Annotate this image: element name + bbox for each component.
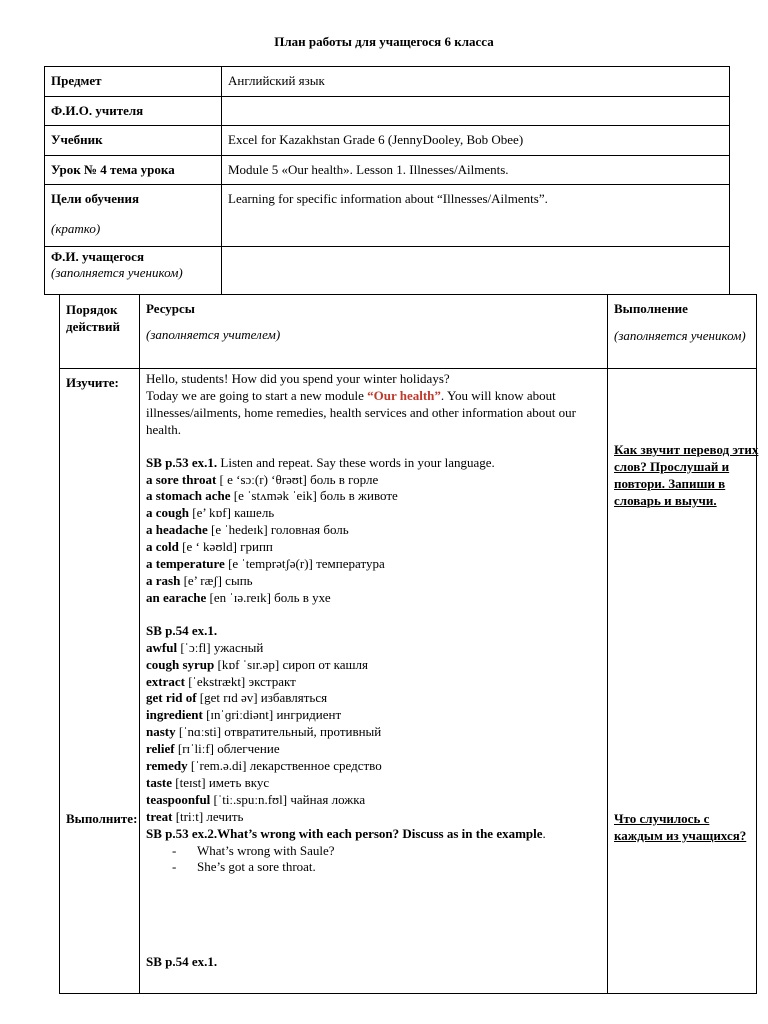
vocab-word: a sore throat: [146, 471, 217, 487]
step-do: Выполните:: [66, 811, 138, 826]
intro-paragraph: [146, 388, 601, 439]
vocab-item: [146, 539, 601, 556]
vocab-item: [146, 741, 601, 758]
header-order: [60, 295, 140, 369]
vocab-item: [146, 724, 601, 741]
vocab-rest: [rɪˈliːf] облегчение: [174, 741, 280, 757]
ex4-ref: SB p.54 ex.1.: [146, 954, 218, 970]
vocab-item: [146, 792, 601, 809]
vocab-rest: [ˈnɑːsti] отвратительный, противный: [175, 724, 382, 740]
vocab-word: an earache: [146, 589, 207, 605]
vocab-word: nasty: [146, 724, 176, 740]
vocab-rest: [teɪst] иметь вкус: [172, 774, 270, 790]
vocab-item: [146, 657, 601, 674]
task-translate: Как звучит перевод этих слов? Прослушай и повтори. Запиши в словарь и выучи.: [614, 442, 759, 508]
textbook-label: Учебник: [45, 126, 222, 156]
vocab-rest: [ɪnˈɡriːdiənt] ингридиент: [202, 707, 342, 723]
vocab-item: [146, 488, 601, 505]
vocab-item: [146, 590, 601, 607]
module-name: “Our health”: [367, 387, 441, 403]
vocab-word: cough syrup: [146, 656, 215, 672]
steps-cell: [60, 369, 140, 994]
ex1-ref: SB p.53 ex.1.: [146, 454, 218, 470]
vocab-item: [146, 758, 601, 775]
resources-title: Ресурсы: [146, 301, 195, 316]
subject-label: Предмет: [45, 67, 222, 97]
vocab-rest: [ˈɔːfl] ужасный: [177, 639, 264, 655]
vocab-item: [146, 522, 601, 539]
objectives-title: Цели обучения: [51, 191, 140, 206]
dialog-line: - What’s wrong with Saule?: [172, 842, 335, 858]
objectives-note: (кратко): [51, 221, 101, 236]
ex2-ref: SB p.54 ex.1.: [146, 622, 218, 638]
vocab-rest: [e ˈstʌmək ˈeik] боль в животе: [230, 488, 398, 504]
vocab-word: awful: [146, 639, 178, 655]
vocab-word: ingredient: [146, 707, 203, 723]
vocab-word: get rid of: [146, 690, 197, 706]
order-text: Порядок действий: [66, 302, 120, 334]
header-completion: [608, 295, 757, 369]
vocab-word: a temperature: [146, 556, 225, 572]
vocab-word: a cough: [146, 505, 189, 521]
dialog-text: She’s got a sore throat.: [197, 859, 316, 875]
vocab-word: taste: [146, 774, 172, 790]
vocab-word: extract: [146, 673, 185, 689]
ex1-instruction: Listen and repeat. Say these words in your language.: [217, 454, 495, 470]
vocab-rest: [ e ‘sɔː(r) ‘θrəʊt] боль в горле: [216, 471, 379, 487]
lesson-topic-value: Module 5 «Our health». Lesson 1. Illnesses/Ailments.: [222, 156, 730, 185]
vocab-word: a headache: [146, 522, 208, 538]
vocab-item: [146, 472, 601, 489]
teacher-value: [222, 97, 730, 126]
vocab-item: [146, 556, 601, 573]
lesson-topic-label: Урок № 4 тема урока: [45, 156, 222, 185]
vocab-item: [146, 809, 601, 826]
intro-line1: Hello, students! How did you spend your winter holidays?: [146, 371, 450, 386]
vocab-word: a stomach ache: [146, 488, 231, 504]
vocab-rest: [ˈtiː.spuːn.fʊl] чайная ложка: [210, 791, 366, 807]
vocab-word: treat: [146, 808, 173, 824]
vocab-item: [146, 573, 601, 590]
vocab-rest: [e ˈhedeɪk] головная боль: [207, 522, 349, 538]
ex3-text: SB p.53 ex.2.What’s wrong with each person? Discuss as in the example: [146, 825, 543, 841]
resources-cell: [140, 369, 608, 994]
student-label: [45, 247, 222, 295]
student-value[interactable]: [222, 247, 730, 295]
intro-text-before: Today we are going to start a new module: [146, 387, 368, 403]
header-resources: [140, 295, 608, 369]
ex3-heading: [146, 826, 601, 843]
ex1-heading: [146, 455, 601, 472]
info-table: [44, 66, 730, 295]
teacher-label: Ф.И.О. учителя: [45, 97, 222, 126]
vocab-item: [146, 690, 601, 707]
vocab-word: relief: [146, 741, 175, 757]
task-whats-wrong: Что случилось с каждым из учащихся?: [614, 811, 747, 843]
vocab-rest: [en ˈɪə.reɪk] боль в ухе: [206, 589, 331, 605]
resources-note: (заполняется учителем): [146, 327, 281, 342]
objectives-label: [45, 185, 222, 247]
vocab-word: remedy: [146, 758, 188, 774]
subject-value: Английский язык: [222, 67, 730, 97]
objectives-value: Learning for specific information about “Illnesses/Ailments”.: [222, 185, 730, 247]
vocab-rest: [e’ ræʃ] сыпь: [180, 572, 253, 588]
vocab-rest: [ˈrem.ə.di] лекарственное средство: [187, 758, 382, 774]
vocab-item: [146, 505, 601, 522]
vocab-word: a rash: [146, 572, 181, 588]
vocab-rest: [get rɪd əv] избавляться: [196, 690, 328, 706]
vocab-rest: [e ‘ kəʊld] грипп: [178, 539, 273, 555]
dialog-line: - She’s got a sore throat.: [172, 859, 316, 875]
student-note: (заполняется учеником): [51, 265, 183, 280]
dialog-text: What’s wrong with Saule?: [197, 842, 335, 858]
vocab-rest: [e ˈtemprətʃə(r)] температура: [224, 556, 385, 572]
vocab-word: a cold: [146, 539, 179, 555]
completion-cell[interactable]: [608, 369, 757, 994]
document-title: План работы для учащегося 6 класса: [274, 34, 494, 49]
completion-title: Выполнение: [614, 301, 688, 316]
step-study: Изучите:: [66, 375, 119, 390]
vocab-word: teaspoonful: [146, 791, 211, 807]
vocab-item: [146, 674, 601, 691]
vocab-rest: [e’ kɒf] кашель: [188, 505, 275, 521]
ex3-dot: .: [542, 825, 546, 841]
textbook-value: Excel for Kazakhstan Grade 6 (JennyDooley, Bob Obee): [222, 126, 730, 156]
vocab-rest: [kɒf ˈsɪr.əp] сироп от кашля: [214, 656, 369, 672]
vocab-item: [146, 707, 601, 724]
completion-note: (заполняется учеником): [614, 328, 746, 343]
vocab-item: [146, 775, 601, 792]
vocab-item: [146, 640, 601, 657]
vocab-rest: [triːt] лечить: [172, 808, 244, 824]
vocab-rest: [ˈekstrækt] экстракт: [184, 673, 296, 689]
student-title: Ф.И. учащегося: [51, 249, 144, 264]
work-table: [59, 294, 757, 994]
intro-text-after: . You will know about illnesses/ailments, home remedies, health services and other information about our health.: [146, 387, 576, 437]
